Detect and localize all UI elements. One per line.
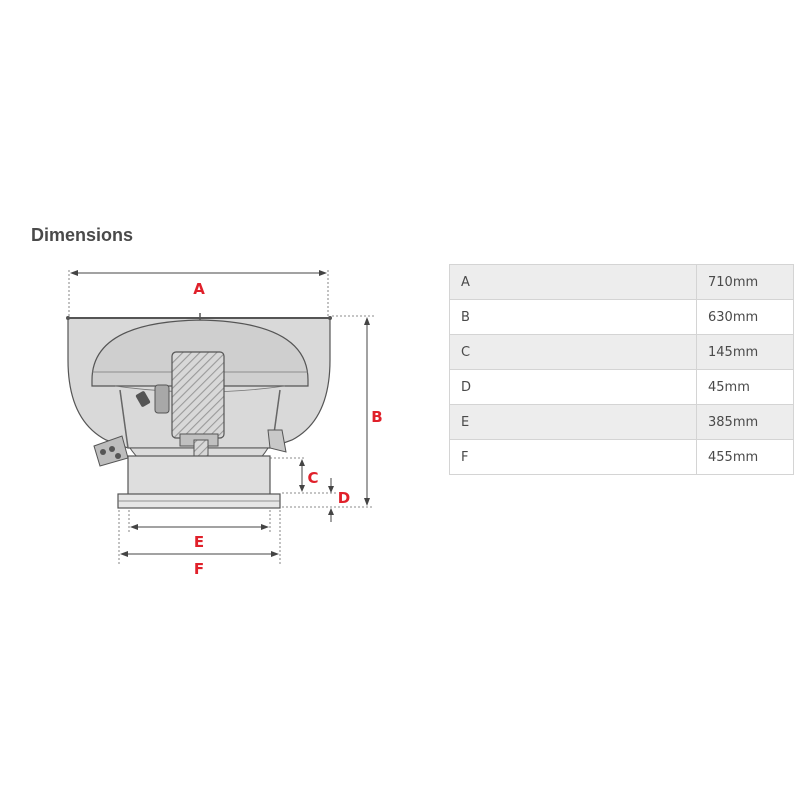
dimension-a-label: A — [193, 280, 205, 298]
table-row — [450, 300, 794, 335]
table-row — [450, 265, 794, 300]
row-value: 385mm — [697, 405, 794, 440]
row-key: D — [450, 370, 697, 405]
dimension-c — [270, 458, 336, 493]
dimension-c-label: C — [307, 469, 319, 487]
dimension-f-label: F — [193, 560, 205, 578]
table-row — [450, 440, 794, 475]
table-row — [450, 335, 794, 370]
dimension-a — [69, 270, 328, 318]
row-value: 630mm — [697, 300, 794, 335]
row-key: B — [450, 300, 697, 335]
motor-block — [172, 352, 224, 438]
table-row — [450, 370, 794, 405]
dimension-d — [328, 478, 350, 522]
dimension-b-label: B — [371, 408, 383, 426]
row-key: A — [450, 265, 697, 300]
row-key: C — [450, 335, 697, 370]
row-value: 145mm — [697, 335, 794, 370]
dimension-d-label: D — [337, 489, 351, 507]
row-value: 710mm — [697, 265, 794, 300]
table-row — [450, 405, 794, 440]
dimension-e — [129, 510, 270, 551]
dimensions-heading: Dimensions — [31, 225, 134, 245]
dimensions-table — [449, 264, 794, 475]
terminal-box — [94, 436, 128, 466]
row-value: 455mm — [697, 440, 794, 475]
row-value: 45mm — [697, 370, 794, 405]
base-spigot — [118, 456, 280, 508]
row-key: E — [450, 405, 697, 440]
dimension-e-label: E — [193, 533, 205, 551]
row-key: F — [450, 440, 697, 475]
